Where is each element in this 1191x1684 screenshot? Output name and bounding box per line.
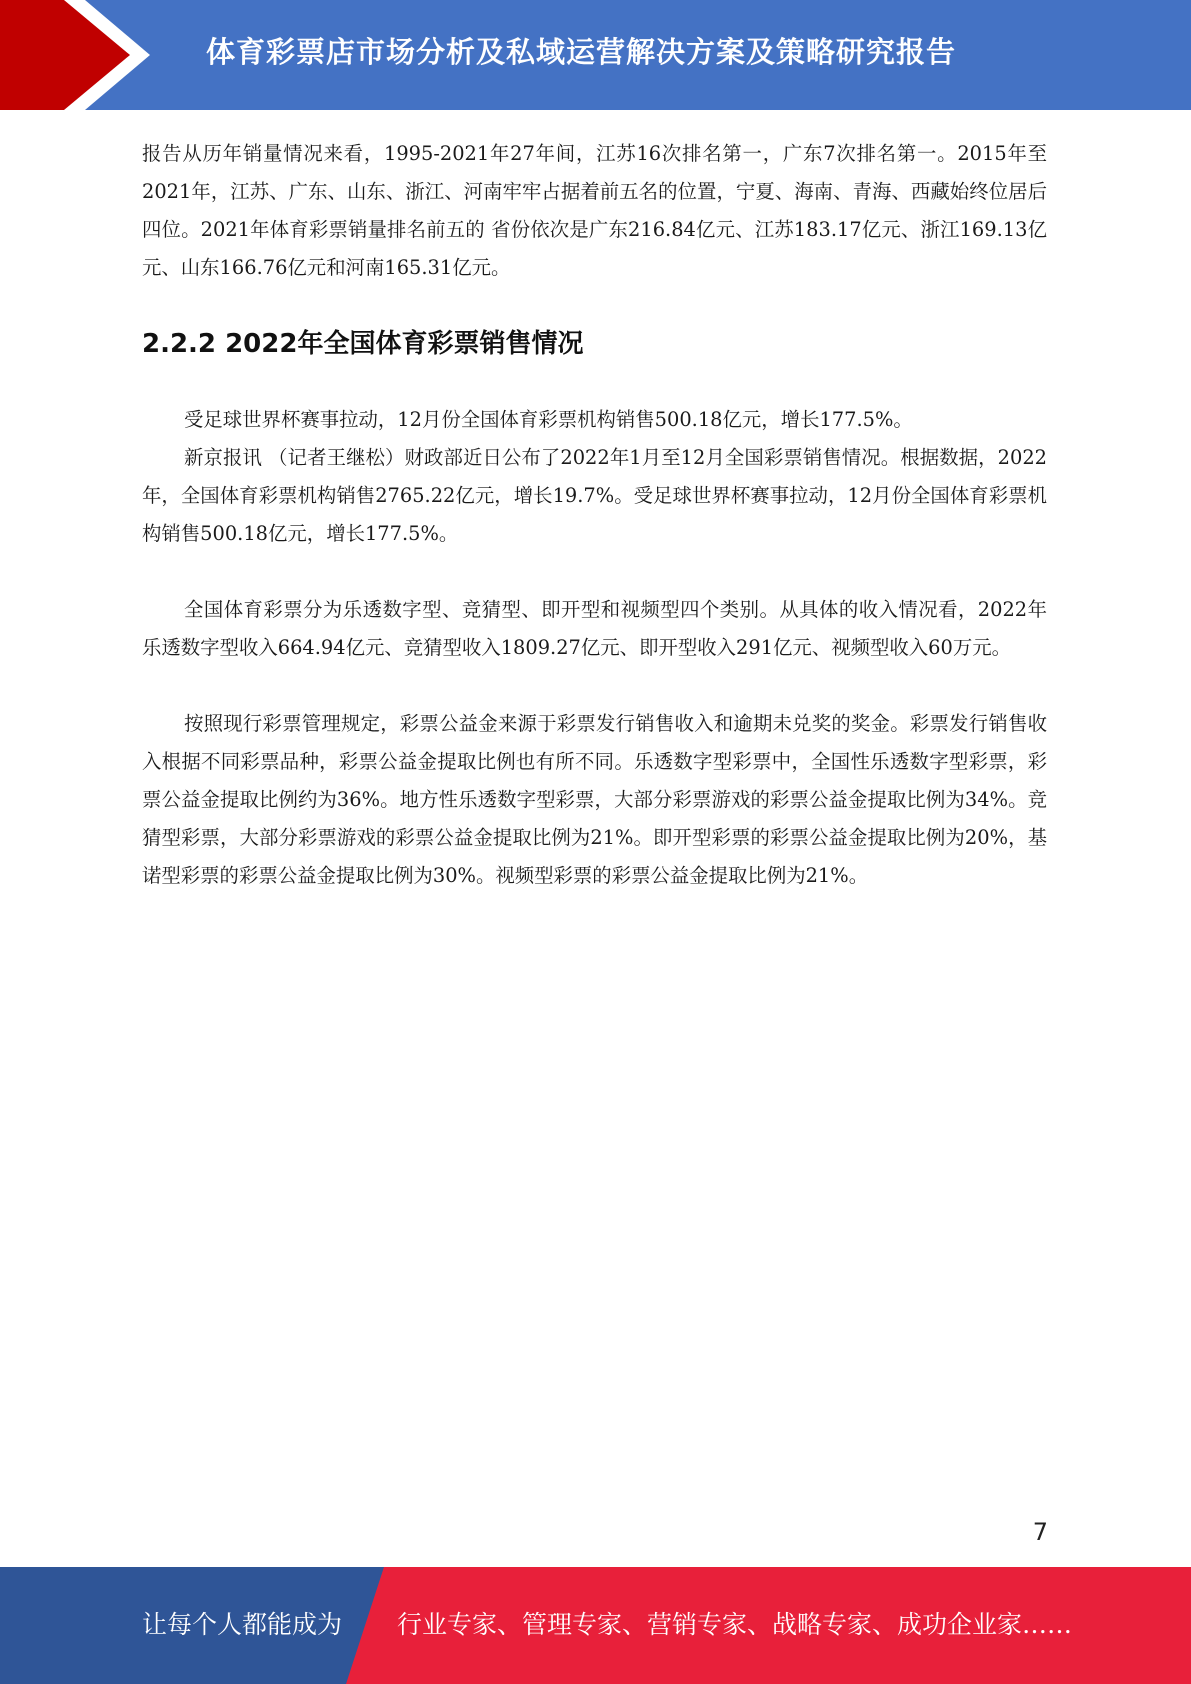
page-number: 7 xyxy=(1032,1518,1048,1546)
section-heading: 2.2.2 2022年全国体育彩票销售情况 xyxy=(142,329,584,359)
paragraph-public-welfare: 按照现行彩票管理规定，彩票公益金来源于彩票发行销售收入和逾期未兑奖的奖金。彩票发行销售收入根据不同彩票品种，彩票公益金提取比例也有所不同。乐透数字型彩票中，全国性乐透数字型彩票，彩票公益金提取比例约为36%。地方性乐透数字型彩票，大部分彩票游戏的彩票公益金提取比例为34%。竞猜型彩票，大部分彩票游戏的彩票公益金提取比例为21%。即开型彩票的彩票公益金提取比例为20%，基诺型彩票的彩票公益金提取比例为30%。视频型彩票的彩票公益金提取比例为21%。 xyxy=(142,712,1047,887)
document-body xyxy=(142,135,1047,895)
footer-slogan-left: 让每个人都能成为 xyxy=(142,1610,343,1639)
header-chevron-decoration xyxy=(0,0,160,110)
paragraph-worldcup: 受足球世界杯赛事拉动，12月份全国体育彩票机构销售500.18亿元，增长177.5%。 xyxy=(184,408,913,431)
footer-slogan-right: 行业专家、管理专家、营销专家、战略专家、成功企业家…… xyxy=(397,1610,1073,1639)
page-header xyxy=(0,0,1191,110)
intro-paragraph: 报告从历年销量情况来看，1995-2021年27年间，江苏16次排名第一，广东7次排名第一。2015年至2021年，江苏、广东、山东、浙江、河南牢牢占据着前五名的位置，宁夏、海南、青海、西藏始终位居后四位。2021年体育彩票销量排名前五的 省份依次是广东216.84亿元、江苏183.17亿元、浙江169.13亿元、山东166.76亿元和河南165.31亿元。 xyxy=(142,142,1047,279)
paragraph-xinjingbao: 新京报讯 （记者王继松）财政部近日公布了2022年1月至12月全国彩票销售情况。根据数据，2022年，全国体育彩票机构销售2765.22亿元，增长19.7%。受足球世界杯赛事拉动，12月份全国体育彩票机构销售500.18亿元，增长177.5%。 xyxy=(142,446,1047,545)
report-title: 体育彩票店市场分析及私域运营解决方案及策略研究报告 xyxy=(206,35,957,69)
paragraph-categories: 全国体育彩票分为乐透数字型、竞猜型、即开型和视频型四个类别。从具体的收入情况看，2022年乐透数字型收入664.94亿元、竞猜型收入1809.27亿元、即开型收入291亿元、视频型收入60万元。 xyxy=(142,598,1047,659)
page-footer xyxy=(0,1567,1191,1684)
